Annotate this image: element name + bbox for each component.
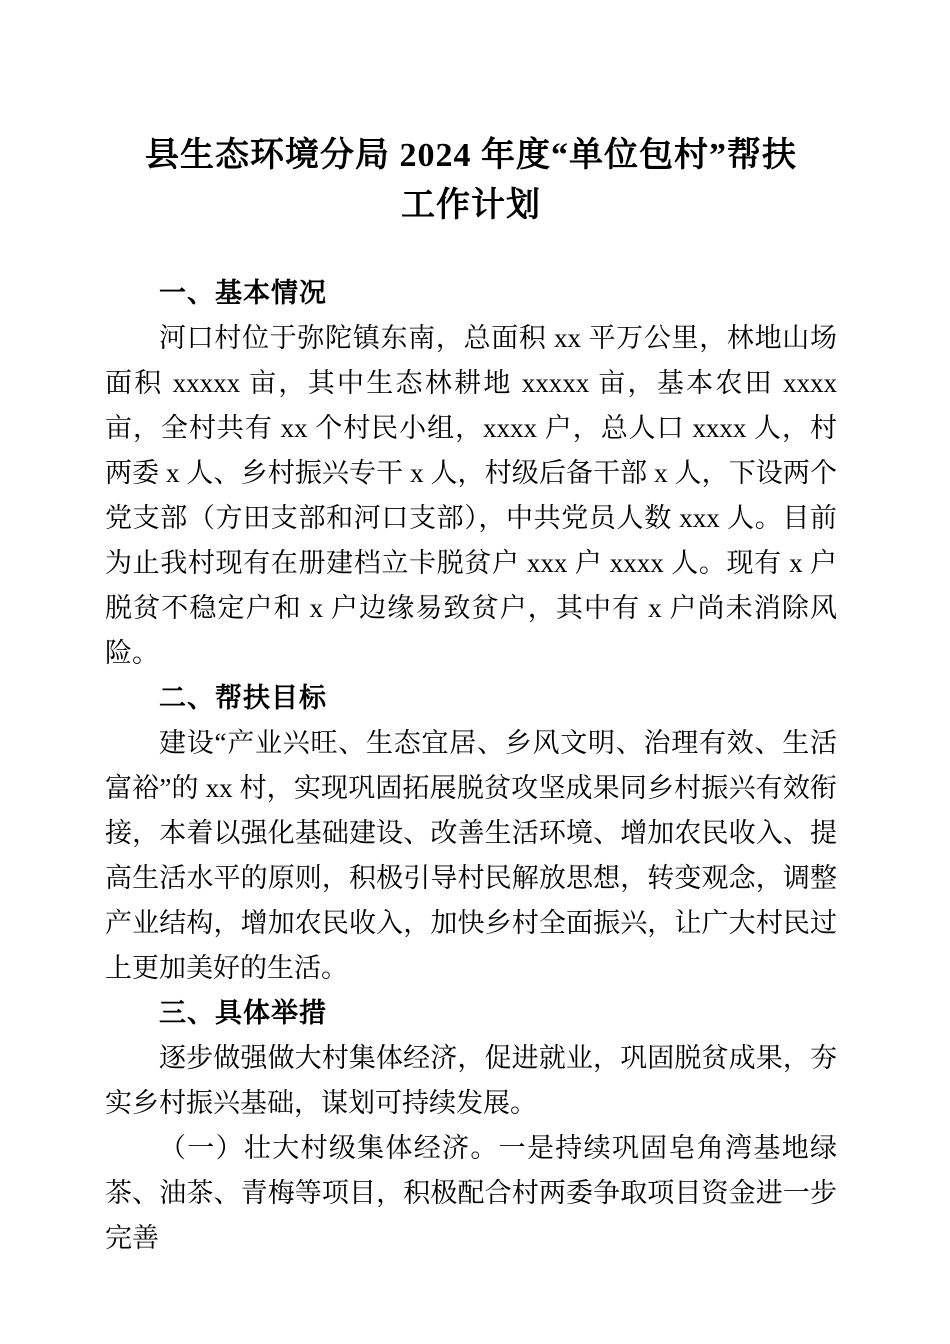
section-concrete-measures <box>105 991 837 1261</box>
document-title <box>105 131 837 231</box>
paragraph: 河口村位于弥陀镇东南，总面积 xx 平万公里，林地山场面积 xxxxx 亩，其中生态林耕地 xxxxx 亩，基本农田 xxxx 亩，全村共有 xx 个村民小组，xxxx 户，总人口 xxxx 人，村两委 x 人、乡村振兴专干 x 人，村级后备干部 x 人，下设两个党支部（方田支部和河口支部），中共党员人数 xxx 人。目前为止我村现有在册建档立卡脱贫户 xxx 户 xxxx 人。现有 x 户脱贫不稳定户和 x 户边缘易致贫户，其中有 x 户尚未消除风险。 <box>105 323 837 668</box>
paragraph: 建设“产业兴旺、生态宜居、乡风文明、治理有效、生活富裕”的 xx 村，实现巩固拓展脱贫攻坚成果同乡村振兴有效衔接，本着以强化基础建设、改善生活环境、增加农民收入、提高生活水平的原则，积极引导村民解放思想，转变观念，调整产业结构，增加农民收入，加快乡村全面振兴，让广大村民过上更加美好的生活。 <box>105 728 837 983</box>
section-basic-situation <box>105 271 837 676</box>
section-heading-basic-situation: 一、基本情况 <box>159 278 327 308</box>
section-heading-assistance-goals: 二、帮扶目标 <box>159 683 327 713</box>
paragraph: （一）壮大村级集体经济。一是持续巩固皂角湾基地绿茶、油茶、青梅等项目，积极配合村两委争取项目资金进一步完善 <box>105 1133 837 1253</box>
document-title-line-2: 工作计划 <box>401 187 541 224</box>
section-assistance-goals <box>105 676 837 991</box>
document-title-line-1: 县生态环境分局 2024 年度“单位包村”帮扶 <box>145 137 797 174</box>
paragraph: 逐步做强做大村集体经济，促进就业，巩固脱贫成果，夯实乡村振兴基础，谋划可持续发展。 <box>105 1043 837 1118</box>
section-heading-concrete-measures: 三、具体举措 <box>159 998 327 1028</box>
